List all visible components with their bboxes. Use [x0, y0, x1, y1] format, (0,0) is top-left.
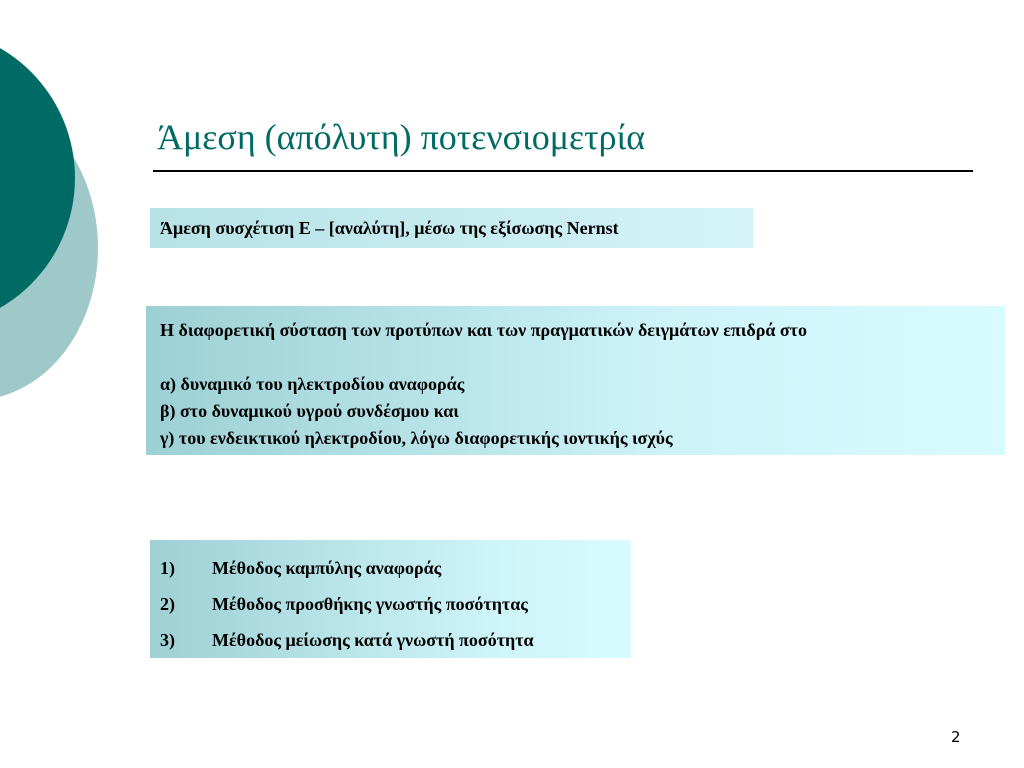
- method-label: Μέθοδος καμπύλης αναφοράς: [212, 558, 442, 578]
- page-number: 2: [951, 728, 961, 746]
- slide-title: Άμεση (απόλυτη) ποτενσιομετρία: [157, 117, 646, 157]
- paragraph-spacer: [160, 344, 1005, 371]
- method-item-1: [160, 550, 631, 586]
- composition-intro: Η διαφορετική σύσταση των προτύπων και των πραγματικών δειγμάτων επιδρά στο: [160, 320, 807, 340]
- methods-list-box: [150, 540, 631, 658]
- method-label: Μέθοδος μείωσης κατά γνωστή ποσότητα: [212, 630, 534, 650]
- composition-item-c: γ) του ενδεικτικού ηλεκτροδίου, λόγω διαφορετικής ιοντικής ισχύς: [160, 428, 673, 448]
- composition-item-b: β) στο δυναμικού υγρού συνδέσμου και: [160, 401, 459, 421]
- method-item-2: [160, 586, 631, 622]
- nernst-definition-text: Άμεση συσχέτιση Ε – [αναλύτη], μέσω της εξίσωσης Nernst: [160, 218, 619, 238]
- composition-item-a: α) δυναμικό του ηλεκτροδίου αναφοράς: [160, 374, 465, 394]
- composition-effects-box: [146, 306, 1005, 455]
- title-divider: [153, 170, 973, 172]
- method-label: Μέθοδος προσθήκης γνωστής ποσότητας: [212, 594, 528, 614]
- method-number: 1): [160, 558, 175, 578]
- method-number: 3): [160, 630, 175, 650]
- nernst-definition-box: [150, 208, 753, 248]
- method-item-3: [160, 622, 631, 658]
- method-number: 2): [160, 594, 175, 614]
